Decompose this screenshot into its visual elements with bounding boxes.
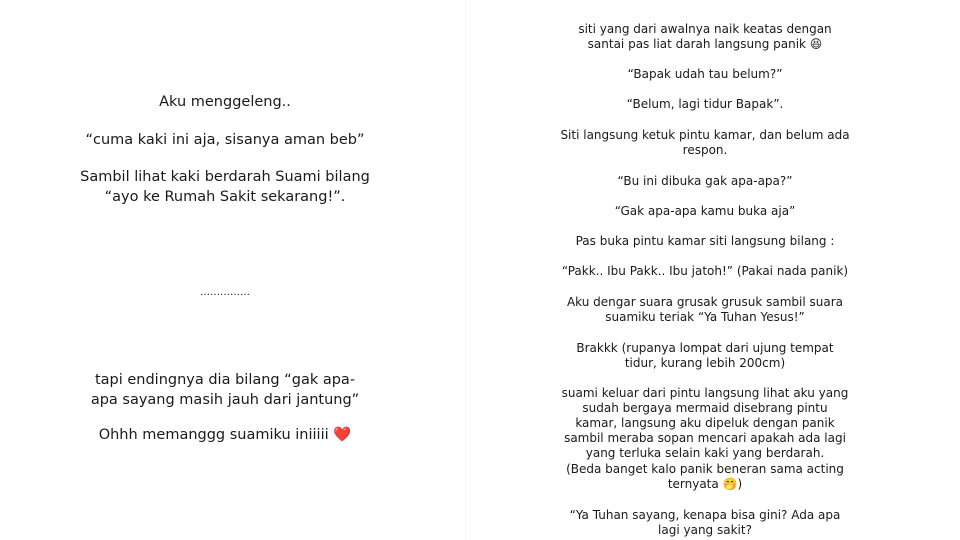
left-paragraph-1: Aku menggeleng.. xyxy=(159,94,291,110)
right-paragraph-11-line-3: kamar, langsung aku dipeluk dengan panik xyxy=(575,416,835,430)
right-paragraph-2: “Bapak udah tau belum?” xyxy=(627,67,783,81)
right-paragraph-11-line-1: suami keluar dari pintu langsung lihat aku yang xyxy=(561,386,849,400)
right-paragraph-11-line-7: ternyata 🤭) xyxy=(667,477,743,491)
left-paragraph-3-line-1: Sambil lihat kaki berdarah Suami bilang xyxy=(80,169,370,185)
left-paragraph-4-line-2: apa sayang masih jauh dari jantung” xyxy=(90,392,360,408)
panel-divider xyxy=(465,0,466,540)
right-paragraph-11-line-5: yang terluka selain kaki yang berdarah. xyxy=(585,446,825,460)
left-paragraph-3-line-2: “ayo ke Rumah Sakit sekarang!”. xyxy=(104,189,346,205)
right-paragraph-10-line-1: Brakkk (rupanya lompat dari ujung tempat xyxy=(576,341,834,355)
right-paragraph-1-line-1: siti yang dari awalnya naik keatas dengan xyxy=(578,22,832,36)
left-paragraph-5: Ohhh memanggg suamiku iniiiii ❤️ xyxy=(98,427,352,443)
right-text-panel xyxy=(480,0,960,540)
left-paragraph-4-line-1: tapi endingnya dia bilang “gak apa- xyxy=(94,372,356,388)
right-paragraph-4-line-1: Siti langsung ketuk pintu kamar, dan belum ada xyxy=(560,128,850,142)
right-paragraph-9-line-2: suamiku teriak “Ya Tuhan Yesus!” xyxy=(605,310,805,324)
left-paragraph-2: “cuma kaki ini aja, sisanya aman beb” xyxy=(85,132,365,148)
right-paragraph-12-line-1: “Ya Tuhan sayang, kenapa bisa gini? Ada apa xyxy=(569,508,841,522)
right-paragraph-9-line-1: Aku dengar suara grusak grusuk sambil suara xyxy=(566,295,844,309)
right-paragraph-8: “Pakk.. Ibu Pakk.. Ibu jatoh!” (Pakai nada panik) xyxy=(561,264,849,278)
right-paragraph-11-line-4: sambil meraba sopan mencari apakah ada lagi xyxy=(564,431,846,445)
right-paragraph-10-line-2: tidur, kurang lebih 200cm) xyxy=(624,356,786,370)
ellipsis-separator: …………… xyxy=(200,287,250,298)
right-paragraph-6: “Gak apa-apa kamu buka aja” xyxy=(614,204,796,218)
right-paragraph-7: Pas buka pintu kamar siti langsung bilang : xyxy=(575,234,835,248)
right-paragraph-11-line-6: (Beda banget kalo panik beneran sama acting xyxy=(566,462,844,476)
right-paragraph-11-line-2: sudah bergaya mermaid disebrang pintu xyxy=(582,401,828,415)
right-paragraph-1-line-2: santai pas liat darah langsung panik 😆 xyxy=(587,37,823,51)
right-paragraph-3: “Belum, lagi tidur Bapak”. xyxy=(626,97,784,111)
right-paragraph-4-line-2: respon. xyxy=(682,143,728,157)
right-paragraph-5: “Bu ini dibuka gak apa-apa?” xyxy=(617,174,793,188)
left-text-panel xyxy=(0,0,450,540)
right-paragraph-12-line-2: lagi yang sakit? xyxy=(658,523,752,537)
